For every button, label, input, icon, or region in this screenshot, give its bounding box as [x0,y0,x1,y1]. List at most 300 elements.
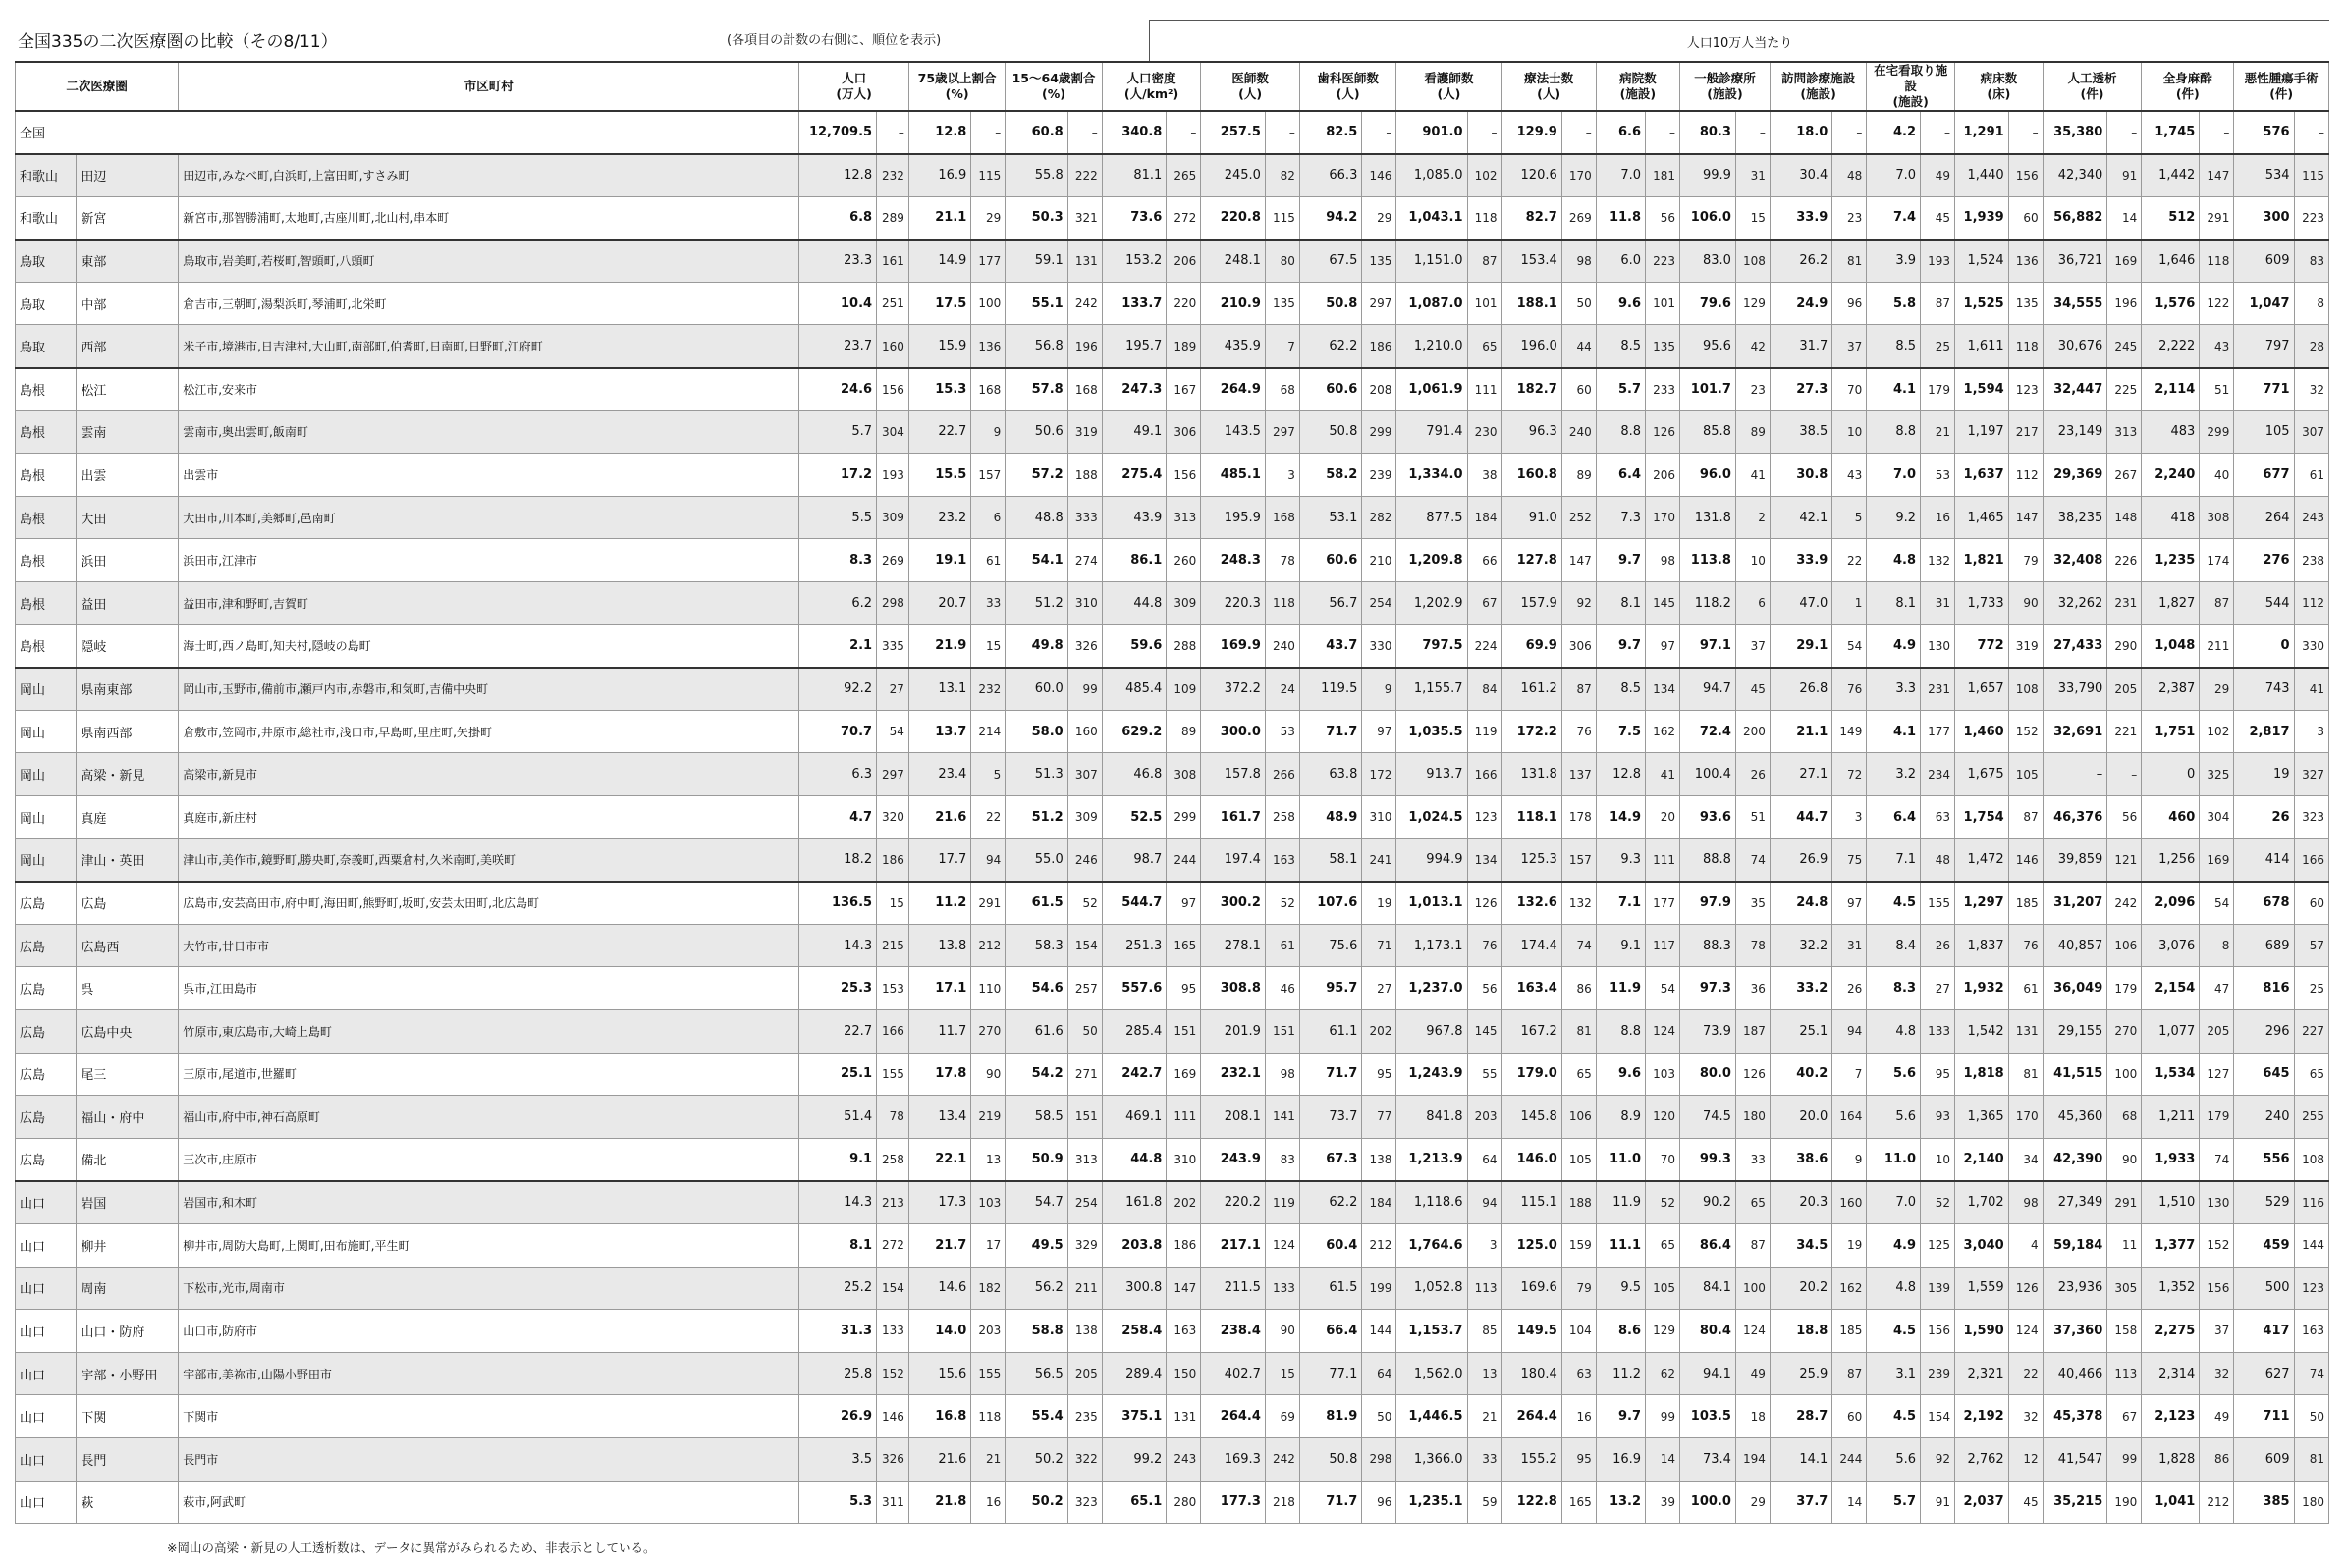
value-cell: 41,515 [2043,1053,2107,1096]
rank-cell: 98 [1561,240,1596,283]
rank-cell: 61 [2294,454,2328,497]
rank-cell: 45 [1921,196,1955,240]
value-cell: 1,446.5 [1396,1395,1467,1438]
rank-cell: 238 [2294,539,2328,582]
rank-cell: 130 [1921,624,1955,668]
rank-cell: 147 [1561,539,1596,582]
value-cell: 2,275 [2142,1310,2200,1353]
value-cell: 143.5 [1201,410,1266,454]
rank-cell: 49 [1735,1352,1770,1395]
municipalities-cell: 三次市,庄原市 [179,1138,799,1181]
value-cell: 13.1 [908,668,970,711]
value-cell: 3,076 [2142,924,2200,967]
value-cell: 1,646 [2142,240,2200,283]
rank-cell: 15 [971,624,1006,668]
rank-cell: 135 [2008,282,2043,325]
value-cell: 8.8 [1596,410,1645,454]
value-cell: 55.0 [1006,838,1067,882]
value-cell: 217.1 [1201,1223,1266,1267]
value-cell: 23,936 [2043,1267,2107,1310]
value-cell: 9.2 [1867,496,1921,539]
rank-cell: 187 [1735,1009,1770,1053]
rank-cell: 98 [1265,1053,1299,1096]
table-row [16,410,2329,454]
value-cell: 544.7 [1102,882,1167,925]
value-cell: 38.5 [1770,410,1831,454]
rank-cell: 32 [2200,1352,2234,1395]
prefecture-cell: 島根 [16,496,77,539]
municipalities-cell: 松江市,安来市 [179,368,799,411]
footnote: ※岡山の高梁・新見の人工透析数は、データに異常がみられるため、非表示としている。 [167,1541,656,1555]
value-cell: 609 [2234,1437,2294,1481]
rank-cell: 333 [1067,496,1102,539]
rank-cell: 288 [1167,624,1201,668]
rank-cell: 133 [1265,1267,1299,1310]
rank-cell: 174 [2200,539,2234,582]
rank-cell: 54 [877,710,909,753]
value-cell: 10.4 [799,282,877,325]
national-rank: – [1467,111,1501,154]
value-cell: 1,932 [1955,967,2009,1010]
rank-cell: 79 [1561,1267,1596,1310]
value-cell: 460 [2142,796,2200,839]
rank-cell: 149 [1832,710,1867,753]
national-value: 340.8 [1102,111,1167,154]
table-row [16,1437,2329,1481]
rank-cell: 178 [1561,796,1596,839]
rank-cell: 177 [1646,882,1680,925]
value-cell: 97.3 [1680,967,1736,1010]
value-cell: 459 [2234,1223,2294,1267]
rank-cell: 9 [1832,1138,1867,1181]
rank-cell: 13 [971,1138,1006,1181]
value-cell: 131.8 [1501,753,1561,796]
value-cell: 20.2 [1770,1267,1831,1310]
value-cell: 30.4 [1770,154,1831,197]
value-cell: 97.9 [1680,882,1736,925]
rank-cell: 90 [2107,1138,2142,1181]
rank-cell: 74 [1561,924,1596,967]
value-cell: 4.5 [1867,882,1921,925]
rank-cell: 193 [877,454,909,497]
rank-cell: 155 [1921,882,1955,925]
municipalities-cell: 大竹市,廿日市市 [179,924,799,967]
value-cell: 160.8 [1501,454,1561,497]
rank-cell: 272 [877,1223,909,1267]
value-cell: 71.7 [1299,1053,1361,1096]
rank-cell: 15 [877,882,909,925]
rank-cell: 224 [1467,624,1501,668]
value-cell: 16.9 [1596,1437,1645,1481]
rank-cell: 322 [1067,1437,1102,1481]
rank-cell: 223 [2294,196,2328,240]
rank-cell: 168 [971,368,1006,411]
value-cell: 153.4 [1501,240,1561,283]
value-cell: 1,210.0 [1396,325,1467,368]
rank-cell: 271 [1067,1053,1102,1096]
value-cell: 172.2 [1501,710,1561,753]
rank-cell: 15 [1735,196,1770,240]
value-cell: 149.5 [1501,1310,1561,1353]
value-cell: 1,366.0 [1396,1437,1467,1481]
rank-cell: 155 [877,1053,909,1096]
rank-cell: 51 [2200,368,2234,411]
value-cell: 30,676 [2043,325,2107,368]
table-row [16,624,2329,668]
rank-cell: 233 [1646,368,1680,411]
area-cell: 高梁・新見 [77,753,179,796]
rank-cell: 215 [877,924,909,967]
value-cell: 6.0 [1596,240,1645,283]
rank-cell: 138 [1362,1138,1396,1181]
value-cell: 210.9 [1201,282,1266,325]
value-cell: 5.6 [1867,1437,1921,1481]
value-cell: 82.7 [1501,196,1561,240]
value-cell: 1,048 [2142,624,2200,668]
rank-cell: 53 [1921,454,1955,497]
value-cell: 22.1 [908,1138,970,1181]
value-cell: 19 [2234,753,2294,796]
value-cell: 58.5 [1006,1096,1067,1139]
rank-cell: 109 [1167,668,1201,711]
rank-cell: 227 [2294,1009,2328,1053]
value-cell: 2,762 [1955,1437,2009,1481]
table-row [16,710,2329,753]
value-cell: 72.4 [1680,710,1736,753]
rank-cell: 100 [971,282,1006,325]
rank-cell: 68 [1265,368,1299,411]
rank-cell: 67 [2107,1395,2142,1438]
rank-cell: 186 [1167,1223,1201,1267]
national-value: 18.0 [1770,111,1831,154]
municipalities-cell: 出雲市 [179,454,799,497]
rank-cell: 94 [1832,1009,1867,1053]
rank-cell: 87 [2200,582,2234,625]
national-rank: – [971,111,1006,154]
value-cell: 300.0 [1201,710,1266,753]
rank-cell: 34 [2008,1138,2043,1181]
value-cell: 264 [2234,496,2294,539]
value-cell: 17.1 [908,967,970,1010]
rank-cell: 3 [2294,710,2328,753]
value-cell: 3,040 [1955,1223,2009,1267]
rank-cell: 186 [1362,325,1396,368]
header-row [16,62,2329,111]
value-cell: 8.3 [799,539,877,582]
rank-cell: 131 [1167,1395,1201,1438]
rank-cell: 81 [2008,1053,2043,1096]
value-cell: 791.4 [1396,410,1467,454]
rank-cell: 110 [971,967,1006,1010]
value-cell: 26 [2234,796,2294,839]
national-value: 6.6 [1596,111,1645,154]
rank-cell: 122 [2200,282,2234,325]
rank-cell: 43 [1832,454,1867,497]
value-cell: 0 [2142,753,2200,796]
value-cell: 1,611 [1955,325,2009,368]
value-cell: 33.9 [1770,539,1831,582]
rank-cell: 210 [1362,539,1396,582]
header-col-9: 一般診療所 (施設) [1680,62,1771,111]
value-cell: 9.7 [1596,1395,1645,1438]
rank-cell: 151 [1265,1009,1299,1053]
area-cell: 萩 [77,1481,179,1524]
rank-cell: 126 [1467,882,1501,925]
value-cell: 276 [2234,539,2294,582]
rank-cell: 83 [1265,1138,1299,1181]
value-cell: 23.3 [799,240,877,283]
rank-cell: 76 [1561,710,1596,753]
prefecture-cell: 山口 [16,1352,77,1395]
rank-cell: 306 [1561,624,1596,668]
value-cell: 86.1 [1102,539,1167,582]
rank-cell: 54 [2200,882,2234,925]
value-cell: 46,376 [2043,796,2107,839]
rank-cell: 126 [1735,1053,1770,1096]
value-cell: 17.5 [908,282,970,325]
rank-cell: 150 [1167,1352,1201,1395]
value-cell: 2,817 [2234,710,2294,753]
value-cell: 45,360 [2043,1096,2107,1139]
value-cell: 33,790 [2043,668,2107,711]
value-cell: 50.9 [1006,1138,1067,1181]
value-cell: 73.4 [1680,1437,1736,1481]
value-cell: 3.5 [799,1437,877,1481]
rank-cell: 115 [971,154,1006,197]
value-cell: 31.3 [799,1310,877,1353]
rank-cell: 42 [1735,325,1770,368]
value-cell: 169.6 [1501,1267,1561,1310]
value-cell: 61.5 [1299,1267,1361,1310]
prefecture-cell: 岡山 [16,838,77,882]
value-cell: 1,202.9 [1396,582,1467,625]
rank-cell: 235 [1067,1395,1102,1438]
value-cell: 40,466 [2043,1352,2107,1395]
value-cell: 275.4 [1102,454,1167,497]
rank-cell: 156 [1167,454,1201,497]
value-cell: 1,153.7 [1396,1310,1467,1353]
rank-cell: 95 [1167,967,1201,1010]
municipalities-cell: 大田市,川本町,美郷町,邑南町 [179,496,799,539]
national-rank: – [1265,111,1299,154]
rank-cell: 59 [1467,1481,1501,1524]
rank-cell: 97 [1362,710,1396,753]
value-cell: 99.9 [1680,154,1736,197]
value-cell: 21.1 [908,196,970,240]
rank-cell: 212 [2200,1481,2234,1524]
value-cell: 372.2 [1201,668,1266,711]
table-row [16,1267,2329,1310]
rank-cell: 72 [1832,753,1867,796]
value-cell: 6.4 [1867,796,1921,839]
rank-cell: 311 [877,1481,909,1524]
national-value: 901.0 [1396,111,1467,154]
value-cell: 2,321 [1955,1352,2009,1395]
rank-cell: 186 [877,838,909,882]
value-cell: 24.6 [799,368,877,411]
municipalities-cell: 宇部市,美祢市,山陽小野田市 [179,1352,799,1395]
national-label: 全国 [16,111,799,154]
value-cell: 21.1 [1770,710,1831,753]
value-cell: 1,352 [2142,1267,2200,1310]
value-cell: 1,035.5 [1396,710,1467,753]
rank-cell: 87 [1832,1352,1867,1395]
value-cell: 8.5 [1596,325,1645,368]
rank-cell: 196 [1067,325,1102,368]
rank-cell: 92 [1921,1437,1955,1481]
rank-cell: 26 [1735,753,1770,796]
value-cell: 22.7 [799,1009,877,1053]
value-cell: 66.3 [1299,154,1361,197]
national-rank: – [2008,111,2043,154]
value-cell: 18.8 [1770,1310,1831,1353]
rank-cell: 74 [1735,838,1770,882]
rank-cell: 309 [877,496,909,539]
value-cell: 50.2 [1006,1437,1067,1481]
rank-cell: 265 [1167,154,1201,197]
value-cell: 678 [2234,882,2294,925]
value-cell: 58.0 [1006,710,1067,753]
rank-cell: 57 [2294,924,2328,967]
table-row [16,454,2329,497]
rank-cell: 134 [1467,838,1501,882]
rank-cell: 309 [1167,582,1201,625]
rank-cell: 102 [1467,154,1501,197]
value-cell: 7.3 [1596,496,1645,539]
area-cell: 呉 [77,967,179,1010]
rank-cell: 119 [1265,1181,1299,1224]
area-cell: 福山・府中 [77,1096,179,1139]
value-cell: 677 [2234,454,2294,497]
value-cell: 54.7 [1006,1181,1067,1224]
rank-cell: 116 [2294,1181,2328,1224]
rank-cell: 113 [1467,1267,1501,1310]
rank-cell: 63 [1921,796,1955,839]
rank-cell: 62 [1646,1352,1680,1395]
rank-cell: 199 [1362,1267,1396,1310]
rank-cell: 213 [877,1181,909,1224]
value-cell: 120.6 [1501,154,1561,197]
value-cell: 285.4 [1102,1009,1167,1053]
rank-cell: 65 [1646,1223,1680,1267]
value-cell: 163.4 [1501,967,1561,1010]
area-cell: 尾三 [77,1053,179,1096]
header-col-5: 歯科医師数 (人) [1299,62,1395,111]
rank-cell: 95 [1362,1053,1396,1096]
rank-cell: 76 [2008,924,2043,967]
rank-cell: 254 [1362,582,1396,625]
rank-cell: 151 [1067,1096,1102,1139]
rank-cell: 7 [1832,1053,1867,1096]
national-rank: – [1362,111,1396,154]
national-rank: – [1921,111,1955,154]
table-row [16,1181,2329,1224]
rank-cell: 99 [1067,668,1102,711]
rank-cell: 313 [2107,410,2142,454]
value-cell: 17.8 [908,1053,970,1096]
value-cell: 50.8 [1299,1437,1361,1481]
municipalities-cell: 下関市 [179,1395,799,1438]
table-row [16,668,2329,711]
rank-cell: 6 [971,496,1006,539]
value-cell: 55.8 [1006,154,1067,197]
national-value: 80.3 [1680,111,1736,154]
value-cell: 877.5 [1396,496,1467,539]
rank-cell: 35 [1735,882,1770,925]
rank-cell: 67 [1467,582,1501,625]
value-cell: 161.7 [1201,796,1266,839]
value-cell: 2,314 [2142,1352,2200,1395]
rank-cell: 219 [971,1096,1006,1139]
rank-cell: 185 [1832,1310,1867,1353]
value-cell: 1,235.1 [1396,1481,1467,1524]
value-cell: 8.5 [1596,668,1645,711]
value-cell: 23.2 [908,496,970,539]
table-row [16,496,2329,539]
value-cell: 1,151.0 [1396,240,1467,283]
table-row [16,1053,2329,1096]
rank-cell: 10 [1921,1138,1955,1181]
rank-cell: 6 [1735,582,1770,625]
value-cell: 1,243.9 [1396,1053,1467,1096]
rank-cell: 118 [2008,325,2043,368]
rank-cell: 60 [1561,368,1596,411]
rank-cell: 103 [1646,1053,1680,1096]
rank-cell: 95 [1921,1053,1955,1096]
rank-cell: 298 [877,582,909,625]
value-cell: 26.2 [1770,240,1831,283]
value-cell: 772 [1955,624,2009,668]
value-cell: 1,334.0 [1396,454,1467,497]
value-cell: 34.5 [1770,1223,1831,1267]
value-cell: 57.2 [1006,454,1067,497]
rank-cell: 335 [877,624,909,668]
national-value: 4.2 [1867,111,1921,154]
municipalities-cell: 鳥取市,岩美町,若桜町,智頭町,八頭町 [179,240,799,283]
rank-cell: 112 [2008,454,2043,497]
rank-cell: 189 [1167,325,1201,368]
header-col-7: 療法士数 (人) [1501,62,1596,111]
rank-cell: 124 [1265,1223,1299,1267]
value-cell: 94.7 [1680,668,1736,711]
rank-cell: 75 [1832,838,1867,882]
value-cell: 92.2 [799,668,877,711]
rank-cell: 282 [1362,496,1396,539]
value-cell: 93.6 [1680,796,1736,839]
value-cell: 242.7 [1102,1053,1167,1096]
rank-cell: 81 [1561,1009,1596,1053]
rank-cell: 156 [2008,154,2043,197]
value-cell: 264.4 [1501,1395,1561,1438]
rank-cell: 105 [1561,1138,1596,1181]
value-cell: 1,594 [1955,368,2009,411]
rank-cell: 11 [2107,1223,2142,1267]
area-cell: 長門 [77,1437,179,1481]
rank-cell: 18 [1735,1395,1770,1438]
value-cell: 29.1 [1770,624,1831,668]
rank-cell: 50 [2294,1395,2328,1438]
value-cell: 32,447 [2043,368,2107,411]
rank-cell: 179 [2200,1096,2234,1139]
rank-cell: 141 [1265,1096,1299,1139]
rank-cell: 146 [2008,838,2043,882]
prefecture-cell: 岡山 [16,710,77,753]
rank-cell: 222 [1067,154,1102,197]
value-cell: 435.9 [1201,325,1266,368]
municipalities-cell: 高梁市,新見市 [179,753,799,796]
value-cell: 195.7 [1102,325,1167,368]
rank-cell: 29 [1362,196,1396,240]
